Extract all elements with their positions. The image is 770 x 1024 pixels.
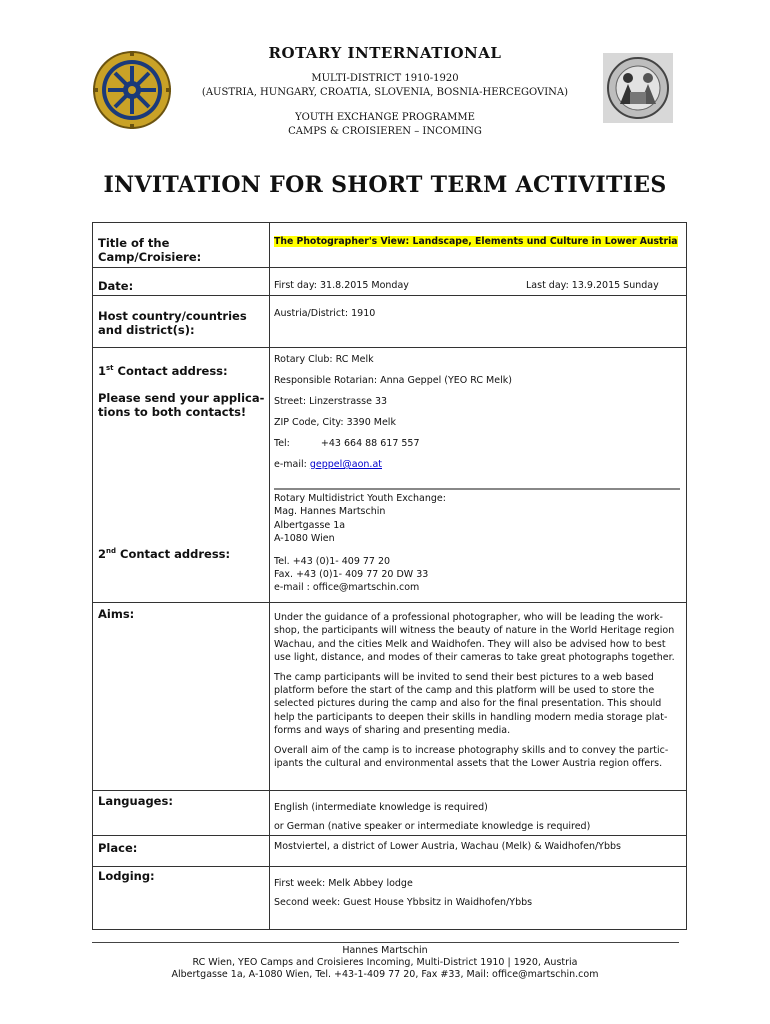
place-value: Mostviertel, a district of Lower Austria, Wachau (Melk) & Waidhofen/Ybbs [274,841,621,852]
last-day: Last day: 13.9.2015 Sunday [526,280,659,291]
contact2-block [274,492,680,595]
contact1-label [98,361,266,378]
contact1-tel-label: Tel: [274,438,290,449]
row-divider [93,790,686,791]
lodging-label: Lodging: [98,869,155,883]
contact2-line4: A-1080 Wien [274,533,335,545]
activity-details-table [92,222,687,930]
programme-line: YOUTH EXCHANGE PROGRAMME [295,112,475,123]
column-divider [269,223,270,929]
title-value [274,235,680,249]
lodging-1: First week: Melk Abbey lodge [274,878,413,889]
contact2-spacer [274,546,680,555]
row-divider [93,347,686,348]
contact2-suffix: nd [106,547,117,555]
row-divider [93,295,686,296]
title-label: Title of the Camp/Croisiere: [98,236,202,264]
language-2: or German (native speaker or intermediate knowledge is required) [274,821,591,832]
aims-label: Aims: [98,607,135,621]
contact2-fax: Fax. +43 (0)1- 409 77 20 DW 33 [274,569,429,581]
contact1-rotarian: Responsible Rotarian: Anna Geppel (YEO RC Melk) [274,375,512,386]
document-header [0,0,770,150]
aims-text [274,611,680,776]
footer-name: Hannes Martschin [342,945,428,956]
host-label: Host country/countries and district(s): [98,309,247,337]
footer-address: Albertgasse 1a, A-1080 Wien, Tel. +43-1-409 77 20, Fax #33, Mail: office@martschin.com [171,969,599,980]
date-value [274,279,680,293]
contact1-label-text: Contact address: [113,363,228,378]
host-value: Austria/District: 1910 [274,308,376,319]
district-line: MULTI-DISTRICT 1910-1920 [311,73,459,84]
row-divider [93,602,686,603]
contact2-email: e-mail : office@martschin.com [274,582,420,594]
contact1-suffix: st [106,364,114,372]
lodging-2: Second week: Guest House Ybbsitz in Waidhofen/Ybbs [274,897,533,908]
contact2-line2: Mag. Hannes Martschin [274,506,386,518]
aims-paragraph: The camp participants will be invited to send their best pictures to a web based platform before the start of the camp and this platform will be used to store the selected pictures during the camp and also for the final presentation. This should help the participants to deepen their skills in handling modern media storage plat-forms and ways of sharing and presenting media. [274,671,668,737]
languages-label: Languages: [98,794,173,808]
first-day: First day: 31.8.2015 Monday [274,280,409,291]
contact1-email-row [274,454,680,475]
contact2-number: 2 [98,546,107,561]
countries-line: (AUSTRIA, HUNGARY, CROATIA, SLOVENIA, BOSNIA-HERCEGOVINA) [201,87,569,98]
contact1-email-link[interactable]: geppel@aon.at [309,459,382,470]
language-1: English (intermediate knowledge is required) [274,802,488,813]
lodging-value [274,874,680,912]
camps-line: CAMPS & CROISIEREN – INCOMING [288,126,482,137]
youth-exchange-emblem-icon [602,52,674,124]
camp-title-highlight: The Photographer's View: Landscape, Elements und Culture in Lower Austria [274,236,678,247]
contact1-club: Rotary Club: RC Melk [274,354,374,365]
aims-paragraph: Overall aim of the camp is to increase photography skills and to convey the partic-ipants the cultural and environmental assets that the Lower Austria region offers. [274,744,669,770]
contact2-line1: Rotary Multidistrict Youth Exchange: [274,493,446,504]
contact1-number: 1 [98,363,107,378]
please-send-note: Please send your applica-tions to both contacts! [98,391,265,419]
contact-separator [274,488,680,490]
row-divider [93,267,686,268]
date-label: Date: [98,279,134,293]
contact1-block [274,349,680,475]
footer-divider [92,942,679,943]
org-title: ROTARY INTERNATIONAL [268,44,502,62]
contact2-tel: Tel. +43 (0)1- 409 77 20 [274,555,391,567]
contact2-label-text: Contact address: [116,546,231,561]
contact1-email-label: e-mail: [274,459,310,470]
aims-paragraph: Under the guidance of a professional photographer, who will be leading the work-shop, the participants will witness the beauty of nature in the World Heritage region Wachau, and the cities Melk and Waidhofen. They will also be advised how to best use light, distance, and modes of their cameras to take great photographs together. [274,612,675,664]
contact1-tel-row [274,433,680,454]
place-label: Place: [98,841,138,855]
document-title: INVITATION FOR SHORT TERM ACTIVITIES [103,172,667,198]
footer-affiliation: RC Wien, YEO Camps and Croisieres Incoming, Multi-District 1910 | 1920, Austria [192,957,578,968]
contact2-line3: Albertgasse 1a [274,519,346,531]
contact2-label [98,544,266,561]
contact1-street: Street: Linzerstrasse 33 [274,396,388,407]
contact1-tel: +43 664 88 617 557 [320,438,420,449]
row-divider [93,866,686,867]
contact1-zip: ZIP Code, City: 3390 Melk [274,417,396,428]
languages-value [274,798,680,836]
